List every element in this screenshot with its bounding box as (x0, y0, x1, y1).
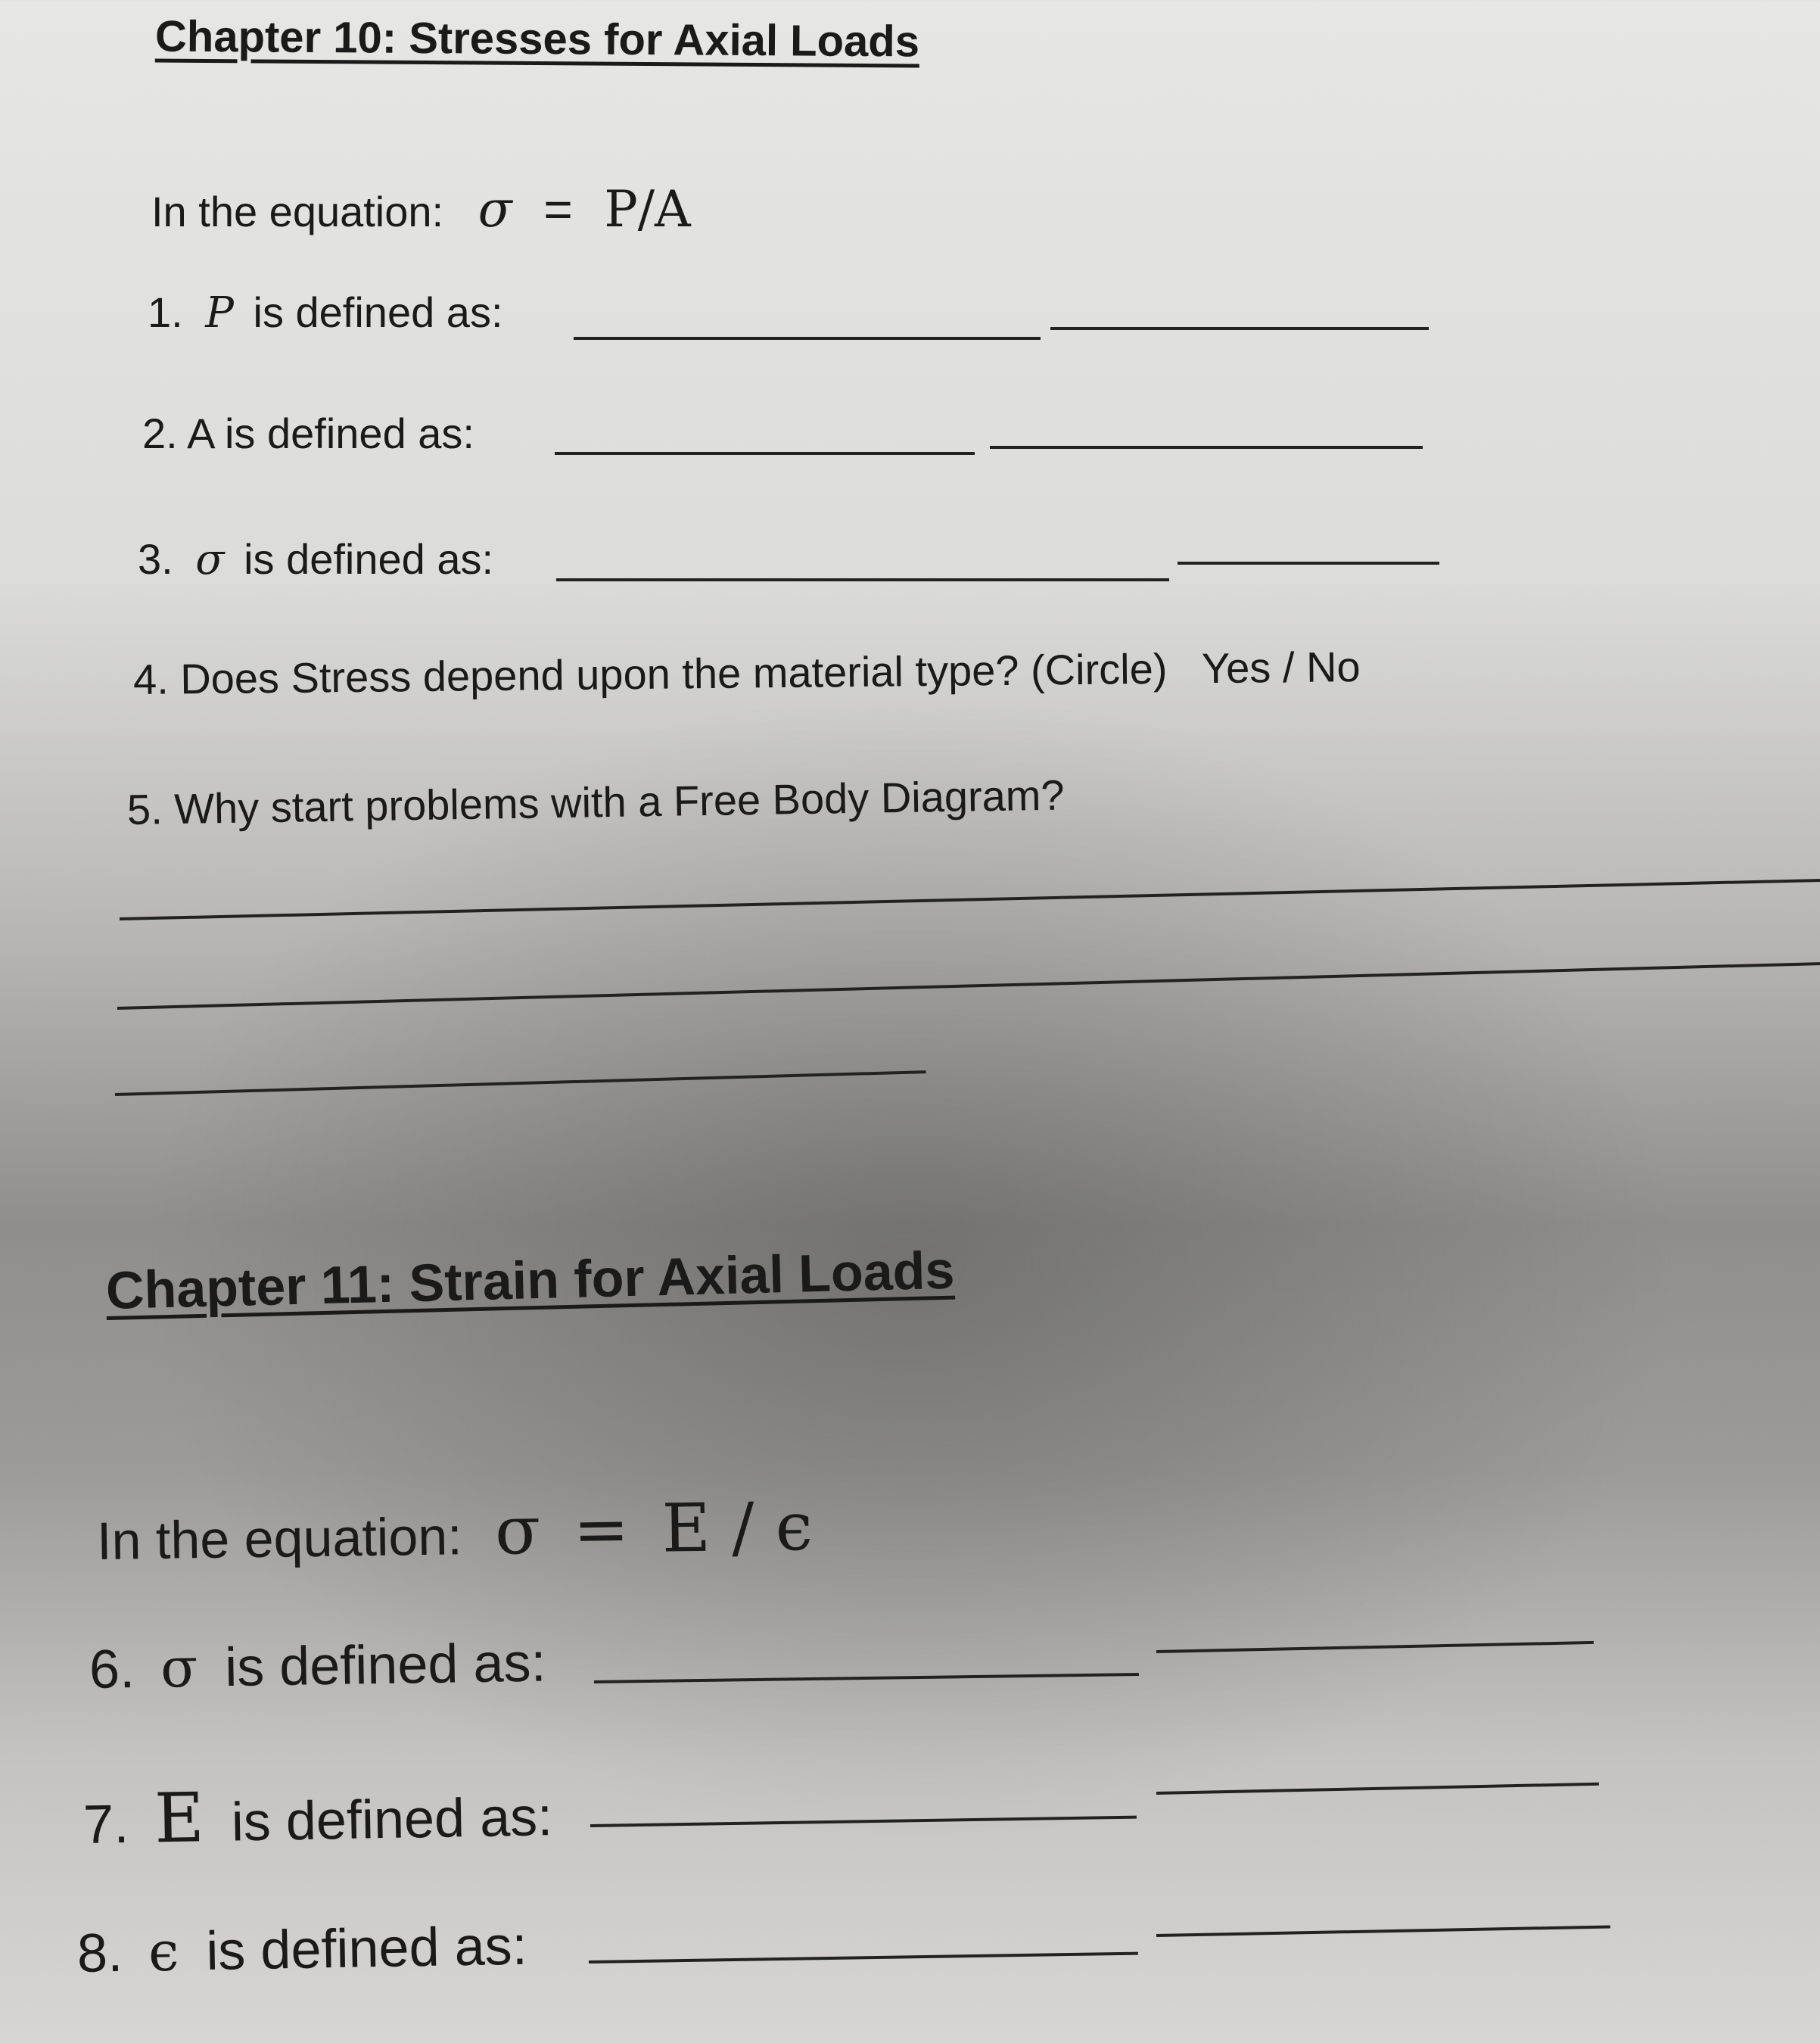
epsilon-symbol: ϵ (148, 1919, 180, 1984)
q5-answer-line-1[interactable] (120, 879, 1820, 920)
sigma-symbol: σ (195, 535, 225, 584)
q4-label: 4. Does Stress depend upon the material type? (Circle) (132, 644, 1168, 703)
equals-sign: = (572, 1490, 630, 1569)
q7-number: 7. (82, 1793, 129, 1855)
question-7 (82, 1772, 553, 1860)
question-2 (142, 409, 474, 458)
q1-answer-blank-a[interactable] (574, 337, 1041, 340)
q6-label: is defined as: (224, 1632, 547, 1699)
q1-answer-blank-b[interactable] (1050, 327, 1429, 330)
p-over-a: P/A (604, 180, 691, 238)
q7-answer-blank-a[interactable] (590, 1816, 1137, 1827)
sigma-symbol: σ (160, 1635, 198, 1700)
q8-number: 8. (76, 1922, 123, 1984)
equals-sign: = (543, 181, 573, 237)
q6-answer-blank-a[interactable] (594, 1673, 1139, 1683)
q3-answer-blank-b[interactable] (1178, 562, 1439, 565)
q2-answer-blank-b[interactable] (990, 446, 1423, 449)
q3-number: 3. (138, 535, 173, 583)
question-8 (76, 1914, 527, 1985)
question-6 (89, 1630, 546, 1701)
q3-label: is defined as: (244, 535, 494, 583)
sigma-symbol: σ (478, 180, 512, 238)
sigma-symbol: σ (494, 1490, 541, 1570)
e-symbol: E (154, 1778, 205, 1859)
equation-intro: In the equation: (151, 188, 444, 235)
e-over-epsilon: E / ϵ (661, 1487, 814, 1568)
chapter11-title: Chapter 11: Strain for Axial Loads (105, 1240, 956, 1320)
q2-label: 2. A is defined as: (142, 410, 474, 457)
q5-answer-line-3[interactable] (115, 1070, 926, 1096)
q5-label: 5. Why start problems with a Free Body Diagram? (126, 771, 1066, 833)
p-symbol: P (205, 288, 234, 338)
question-5 (126, 771, 1065, 834)
q1-label: is defined as: (253, 288, 503, 336)
q5-answer-line-2[interactable] (117, 962, 1820, 1010)
chapter10-equation (151, 180, 691, 238)
question-1 (148, 288, 503, 338)
question-4 (133, 642, 1361, 704)
q2-answer-blank-a[interactable] (555, 452, 975, 455)
question-3 (138, 534, 493, 584)
q7-label: is defined as: (231, 1786, 553, 1853)
q1-number: 1. (148, 288, 183, 336)
q7-answer-blank-b[interactable] (1156, 1783, 1599, 1795)
q8-label: is defined as: (205, 1915, 528, 1982)
q3-answer-blank-a[interactable] (556, 578, 1169, 581)
q8-answer-blank-b[interactable] (1156, 1925, 1610, 1937)
q6-answer-blank-b[interactable] (1156, 1641, 1594, 1653)
q8-answer-blank-a[interactable] (589, 1952, 1138, 1964)
chapter11-equation (96, 1487, 813, 1575)
q4-options[interactable]: Yes / No (1201, 643, 1361, 693)
q6-number: 6. (89, 1639, 135, 1700)
chapter10-title: Chapter 10: Stresses for Axial Loads (154, 11, 920, 67)
equation-intro: In the equation: (96, 1506, 463, 1571)
